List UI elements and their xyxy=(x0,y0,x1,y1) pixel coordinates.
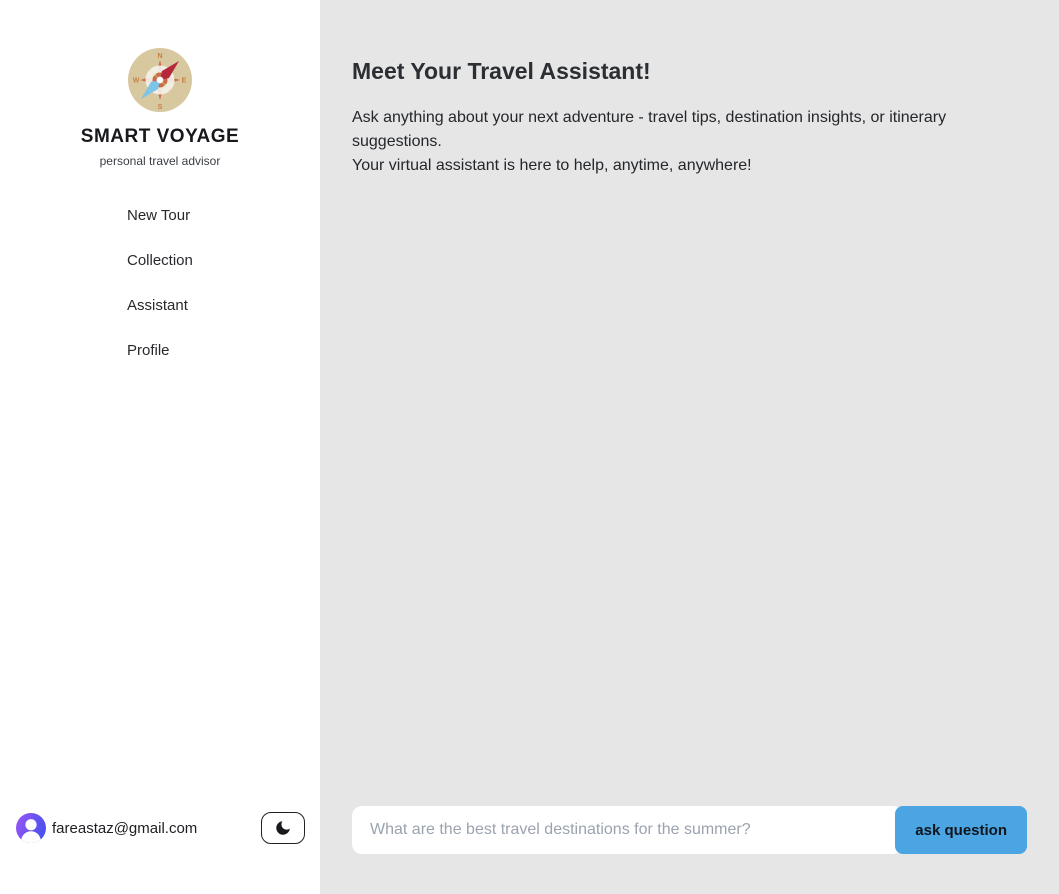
svg-text:S: S xyxy=(157,104,163,111)
svg-text:N: N xyxy=(157,53,163,60)
intro-line-1: Ask anything about your next adventure - travel tips, destination insights, or itinerary suggestions. xyxy=(352,109,947,150)
brand-subtitle: personal travel advisor xyxy=(99,154,221,168)
user-info xyxy=(16,812,305,844)
theme-toggle-button[interactable] xyxy=(261,812,305,844)
question-input[interactable] xyxy=(352,806,903,854)
sidebar-item-collection[interactable]: Collection xyxy=(127,252,193,269)
page-title: Meet Your Travel Assistant! xyxy=(352,58,651,84)
main-panel xyxy=(320,0,1059,894)
sidebar-item-assistant[interactable]: Assistant xyxy=(127,297,188,314)
intro-text xyxy=(352,106,1002,178)
brand xyxy=(0,0,320,168)
moon-icon xyxy=(274,819,292,837)
compass-icon xyxy=(128,48,192,112)
ask-question-button[interactable]: ask question xyxy=(895,806,1027,854)
brand-title: SMART VOYAGE xyxy=(80,126,240,147)
svg-text:E: E xyxy=(181,77,187,85)
intro-line-2: Your virtual assistant is here to help, anytime, anywhere! xyxy=(352,157,752,174)
question-form xyxy=(352,806,1027,854)
sidebar-item-new-tour[interactable]: New Tour xyxy=(127,207,191,224)
sidebar-nav xyxy=(0,193,320,373)
svg-text:W: W xyxy=(132,77,140,85)
user-avatar-icon xyxy=(16,813,46,843)
sidebar-item-profile[interactable]: Profile xyxy=(127,342,170,359)
sidebar xyxy=(0,0,320,894)
user-email: fareastaz@gmail.com xyxy=(52,819,198,837)
